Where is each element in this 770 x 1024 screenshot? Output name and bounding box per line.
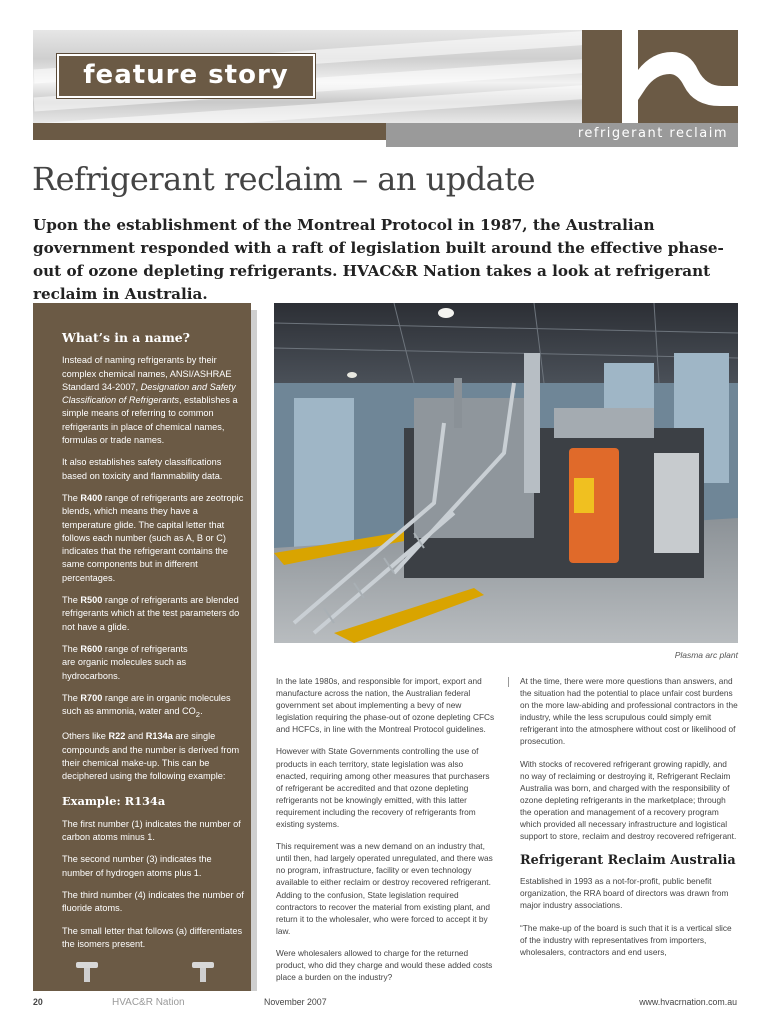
example-line: The small letter that follows (a) differentiates the isomers present. [62, 925, 243, 949]
body-paragraph: At the time, there were more questions than answers, and the situation had the potential to place unfair cost burdens on the more law-abiding and professional contractors in the industry, while the less scrupulous could simply emit refrigerant into the atmosphere without cost or likelihood of prosecution. [520, 676, 738, 747]
section-label: refrigerant reclaim [577, 126, 728, 141]
refrigerant-code: R134a [145, 731, 173, 742]
pin-icon [192, 962, 214, 982]
sidebar-content [62, 331, 244, 960]
sidebar-text: The [62, 595, 81, 606]
footer-url[interactable]: www.hvacrnation.com.au [639, 997, 737, 1007]
sidebar-heading: What’s in a name? [62, 330, 190, 345]
sidebar-text: The [62, 692, 81, 703]
sidebar-paragraph [62, 643, 192, 683]
sidebar-text: range of refrigerants are organic molecules such as hydrocarbons. [62, 643, 188, 681]
body-column-right [520, 675, 738, 968]
feature-story-label: feature story [83, 60, 289, 90]
body-paragraph: In the late 1980s, and responsible for import, export and manufacture across the nation, the Australian federal government set about implementing a bevy of new legislation requiring the phase-out of ozone depleting CFCs and HCFCs, in line with the Montreal Protocol guidelines. [276, 676, 495, 735]
sidebar-text: , establishes a simple means of referring to common refrigerants in place of chemical names, formulas or trade names. [62, 395, 238, 446]
magazine-logo [582, 30, 738, 123]
sidebar-text: The [62, 492, 81, 503]
body-column-left [276, 675, 496, 993]
refrigerant-code: R500 [80, 595, 103, 606]
sidebar-paragraph [62, 692, 244, 721]
example-heading: Example: R134a [62, 794, 166, 809]
subheading: Refrigerant Reclaim Australia [520, 853, 736, 869]
header-brown-strip [33, 123, 386, 140]
footer-date: November 2007 [264, 997, 327, 1007]
sidebar-text: and [125, 731, 146, 742]
subscript: 2 [195, 709, 201, 719]
sidebar-text: Instead of naming refrigerants by their complex chemical names, ANSI/ASHRAE Standard 34-2007, [62, 355, 232, 392]
sidebar-text: Others like [62, 731, 109, 742]
sidebar-text: range of refrigerants are blended refrigerants which at the test parameters do not have a glide. [62, 595, 240, 632]
plasma-arc-plant-photo [274, 303, 738, 643]
body-paragraph: However with State Governments controlling the use of products in each territory, state legislation was also enacted, requiring among other measures that purchasers of refrigerant be accredited and that ozone depleting refrigerants not be knowingly emitted, with this latter requirement including the recovery of refrigerants from existing systems. [276, 746, 490, 830]
sidebar-paragraph [62, 354, 244, 447]
article-title: Refrigerant reclaim – an update [32, 160, 536, 198]
column-rule [508, 677, 509, 687]
pin-icon [76, 962, 98, 982]
feature-story-tab [57, 54, 315, 98]
footer-brand: HVAC&R Nation [112, 997, 185, 1008]
standard-title: Designation and Safety Classification of Refrigerants [62, 381, 236, 406]
sidebar-text: range of refrigerants are zeotropic blends, which means they have a temperature glide. The capital letter that follows each number (such as A, B or C) indicates that the refrigerant contains the same components but in different percentages. [62, 492, 244, 583]
sidebar-paragraph: It also establishes safety classifications based on toxicity and flammability data. [62, 457, 223, 481]
sidebar-text: . [200, 706, 203, 717]
sidebar-shadow [251, 310, 257, 991]
page-number: 20 [33, 997, 43, 1007]
sidebar-box [33, 303, 251, 991]
photo-caption: Plasma arc plant [674, 650, 738, 660]
refrigerant-code: R700 [80, 692, 103, 703]
sidebar-text: range are in organic molecules such as ammonia, water and CO [62, 692, 231, 717]
example-line: The third number (4) indicates the number of fluoride atoms. [62, 889, 244, 914]
refrigerant-code: R400 [80, 492, 103, 503]
refrigerant-code: R600 [80, 643, 103, 654]
sidebar-text: are single compounds and the number is derived from their chemical make-up. This can be deciphered using the following example: [62, 731, 240, 782]
refrigerant-code: R22 [108, 731, 126, 742]
body-paragraph: “The make-up of the board is such that it is a vertical slice of the industry with representatives from importers, wholesalers, contractors and end users, [520, 922, 732, 957]
body-paragraph: Established in 1993 as a not-for-profit, public benefit organization, the RRA board of directors was drawn from major industry associations. [520, 876, 729, 911]
example-line: The first number (1) indicates the number of carbon atoms minus 1. [62, 818, 241, 843]
sidebar-paragraph [62, 594, 244, 634]
sidebar-paragraph [62, 730, 244, 783]
sidebar-paragraph [62, 492, 244, 585]
article-standfirst: Upon the establishment of the Montreal Protocol in 1987, the Australian government responded with a raft of legislation built around the effective phase-out of ozone depleting refrigerants. HVAC&R Nation takes a look at refrigerant reclaim in Australia. [33, 216, 724, 303]
section-strip [386, 123, 738, 147]
body-paragraph: This requirement was a new demand on an industry that, until then, had largely operated unregulated, and there was no program, infrastructure, facility or even technology available to either reclaim or destroy recovered refrigerant. Adding to the confusion, State legislation required contractors to recover the material from existing plant, and return it to the wholesaler, who were forced to accept it by law. [276, 841, 493, 936]
sidebar-text: The [62, 643, 81, 654]
body-paragraph: With stocks of recovered refrigerant growing rapidly, and no way of reclaiming or destroying it, Refrigerant Reclaim Australia was born, and charged with the responsibility of ozone depleting refrigerants in the marketplace; through the operation and management of a recovery program which provided all necessary infrastructure and logistical support to store, reclaim and destroy recovered refrigerant. [520, 758, 737, 842]
body-paragraph: Were wholesalers allowed to charge for the returned product, who did they charge and would these added costs place a burden on the industry? [276, 947, 493, 983]
example-line: The second number (3) indicates the number of hydrogen atoms plus 1. [62, 854, 212, 878]
